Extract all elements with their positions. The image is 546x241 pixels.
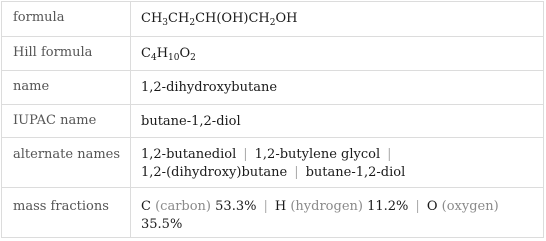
mass-percent: 35.5% (141, 217, 183, 232)
formula-subscript: 3 (162, 18, 169, 28)
hill-formula-value (141, 44, 196, 64)
formula-subscript: 10 (168, 53, 180, 63)
formula-subscript: 2 (190, 53, 196, 63)
element-name: (carbon) (155, 199, 212, 214)
formula-part: CH (141, 11, 163, 26)
alternate-names-line-1 (141, 145, 399, 165)
formula-part: CH(OH)CH (195, 11, 270, 26)
separator: | (243, 147, 248, 162)
row-label-alternate-names: alternate names (13, 147, 121, 162)
formula-part: O (179, 46, 191, 61)
row-label-iupac-name: IUPAC name (13, 113, 97, 128)
formula-value (141, 9, 298, 29)
mass-fractions-line-1 (141, 197, 499, 217)
name-value: 1,2-dihydroxybutane (141, 80, 278, 95)
element-symbol: C (141, 199, 151, 214)
row-label-mass-fractions: mass fractions (13, 199, 109, 214)
formula-subscript: 4 (150, 53, 157, 63)
separator: | (387, 147, 392, 162)
row-label-formula: formula (13, 10, 65, 25)
element-name: (oxygen) (441, 199, 499, 214)
row-label-name: name (13, 79, 50, 94)
table-row-name (2, 70, 543, 105)
formula-part: H (156, 46, 169, 61)
formula-part: OH (275, 11, 298, 26)
alternate-name: 1,2-(dihydroxy)butane (141, 165, 288, 180)
separator: | (294, 165, 299, 180)
properties-table (1, 1, 544, 238)
mass-percent: 53.3% (215, 199, 257, 214)
table-row-alternate-names (2, 137, 543, 188)
table-row-iupac-name (2, 104, 543, 138)
table-row-formula (2, 2, 543, 36)
formula-subscript: 2 (269, 18, 276, 28)
alternate-name: 1,2-butanediol (141, 147, 237, 162)
mass-percent: 11.2% (367, 199, 409, 214)
row-label-hill-formula: Hill formula (13, 45, 93, 60)
separator: | (415, 199, 420, 214)
alternate-name: butane-1,2-diol (305, 165, 406, 180)
formula-part: C (141, 46, 151, 61)
alternate-name: 1,2-butylene glycol (254, 147, 381, 162)
mass-fractions-line-2 (141, 215, 182, 235)
alternate-names-line-2 (141, 163, 405, 183)
formula-subscript: 2 (189, 18, 196, 28)
table-row-hill-formula (2, 36, 543, 71)
element-symbol: H (274, 199, 287, 214)
separator: | (263, 199, 268, 214)
element-name: (hydrogen) (290, 199, 363, 214)
formula-part: CH (168, 11, 190, 26)
table-row-mass-fractions (2, 187, 543, 239)
iupac-name-value: butane-1,2-diol (141, 114, 241, 129)
element-symbol: O (426, 199, 438, 214)
